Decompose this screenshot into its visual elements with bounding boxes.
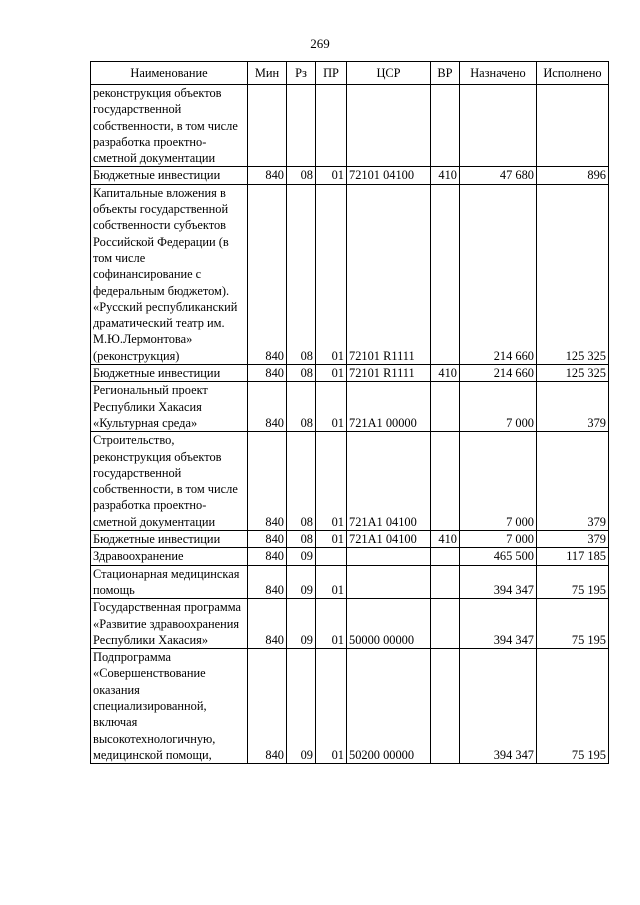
cell-min: 840 [248,565,287,599]
cell-assigned: 47 680 [460,167,537,184]
cell-executed: 379 [537,531,609,548]
header-executed: Исполнено [537,62,609,85]
cell-rz: 09 [287,565,316,599]
header-name: Наименование [91,62,248,85]
cell-min [248,85,287,167]
cell-assigned: 465 500 [460,548,537,565]
cell-csr: 72101 R1111 [347,184,431,364]
header-pr: ПР [316,62,347,85]
cell-vr [431,382,460,432]
cell-rz: 08 [287,432,316,531]
cell-executed: 125 325 [537,365,609,382]
cell-min: 840 [248,432,287,531]
cell-vr [431,548,460,565]
cell-csr: 721A1 00000 [347,382,431,432]
page-number: 269 [310,36,330,51]
cell-assigned: 394 347 [460,565,537,599]
cell-rz: 08 [287,382,316,432]
table-header-row [91,62,609,85]
cell-pr [316,85,347,167]
cell-rz: 08 [287,531,316,548]
cell-executed: 896 [537,167,609,184]
cell-name: Региональный проект Республики Хакасия «Культурная среда» [91,382,248,432]
table-row [91,184,609,364]
header-csr: ЦСР [347,62,431,85]
cell-min: 840 [248,531,287,548]
table-row [91,599,609,649]
cell-pr [316,548,347,565]
header-vr: ВР [431,62,460,85]
cell-name: реконструкция объектов государственной собственности, в том числе разработка проектно-сметной документации [91,85,248,167]
header-assigned: Назначено [460,62,537,85]
cell-pr: 01 [316,167,347,184]
table-row [91,365,609,382]
cell-min: 840 [248,365,287,382]
cell-csr: 50000 00000 [347,599,431,649]
cell-min: 840 [248,548,287,565]
cell-executed: 379 [537,432,609,531]
cell-csr: 721A1 04100 [347,531,431,548]
cell-executed: 75 195 [537,565,609,599]
cell-assigned: 7 000 [460,382,537,432]
cell-assigned: 214 660 [460,365,537,382]
cell-vr: 410 [431,531,460,548]
header-rz: Рз [287,62,316,85]
cell-name: Капитальные вложения в объекты государственной собственности субъектов Российской Федерации (в том числе софинансирование с федеральным бюджетом). «Русский республиканский драматический театр им. М.Ю.Лермонтова» (реконструкция) [91,184,248,364]
cell-csr: 721A1 04100 [347,432,431,531]
cell-csr: 72101 R1111 [347,365,431,382]
cell-min: 840 [248,167,287,184]
table-row [91,565,609,599]
cell-min: 840 [248,599,287,649]
cell-rz: 08 [287,184,316,364]
header-min: Мин [248,62,287,85]
cell-pr: 01 [316,531,347,548]
cell-csr [347,548,431,565]
cell-vr: 410 [431,167,460,184]
cell-vr [431,184,460,364]
cell-pr: 01 [316,365,347,382]
cell-vr [431,649,460,764]
cell-pr: 01 [316,184,347,364]
table-row [91,432,609,531]
cell-name: Бюджетные инвестиции [91,531,248,548]
table-row [91,85,609,167]
cell-rz: 09 [287,548,316,565]
cell-pr: 01 [316,565,347,599]
cell-rz: 09 [287,599,316,649]
cell-executed [537,85,609,167]
cell-rz: 09 [287,649,316,764]
cell-assigned: 394 347 [460,599,537,649]
cell-vr: 410 [431,365,460,382]
cell-assigned: 7 000 [460,432,537,531]
cell-assigned: 214 660 [460,184,537,364]
cell-vr [431,432,460,531]
cell-min: 840 [248,649,287,764]
cell-name: Государственная программа «Развитие здравоохранения Республики Хакасия» [91,599,248,649]
cell-rz: 08 [287,365,316,382]
cell-executed: 75 195 [537,649,609,764]
cell-executed: 125 325 [537,184,609,364]
cell-rz [287,85,316,167]
cell-pr: 01 [316,649,347,764]
table-row [91,167,609,184]
cell-csr: 72101 04100 [347,167,431,184]
cell-vr [431,85,460,167]
cell-pr: 01 [316,382,347,432]
cell-assigned: 7 000 [460,531,537,548]
budget-table [90,61,609,764]
table-row [91,548,609,565]
cell-pr: 01 [316,599,347,649]
table-row [91,382,609,432]
cell-pr: 01 [316,432,347,531]
cell-min: 840 [248,382,287,432]
cell-assigned: 394 347 [460,649,537,764]
cell-csr [347,565,431,599]
cell-name: Бюджетные инвестиции [91,167,248,184]
cell-csr [347,85,431,167]
cell-rz: 08 [287,167,316,184]
cell-min: 840 [248,184,287,364]
cell-csr: 50200 00000 [347,649,431,764]
cell-name: Бюджетные инвестиции [91,365,248,382]
cell-vr [431,565,460,599]
table-row [91,649,609,764]
cell-vr [431,599,460,649]
cell-name: Здравоохранение [91,548,248,565]
cell-name: Подпрограмма «Совершенствование оказания специализированной, включая высокотехнологичную, медицинской помощи, [91,649,248,764]
cell-executed: 117 185 [537,548,609,565]
table-row [91,531,609,548]
cell-executed: 75 195 [537,599,609,649]
cell-assigned [460,85,537,167]
cell-name: Стационарная медицинская помощь [91,565,248,599]
cell-name: Строительство, реконструкция объектов государственной собственности, в том числе разработка проектно-сметной документации [91,432,248,531]
cell-executed: 379 [537,382,609,432]
